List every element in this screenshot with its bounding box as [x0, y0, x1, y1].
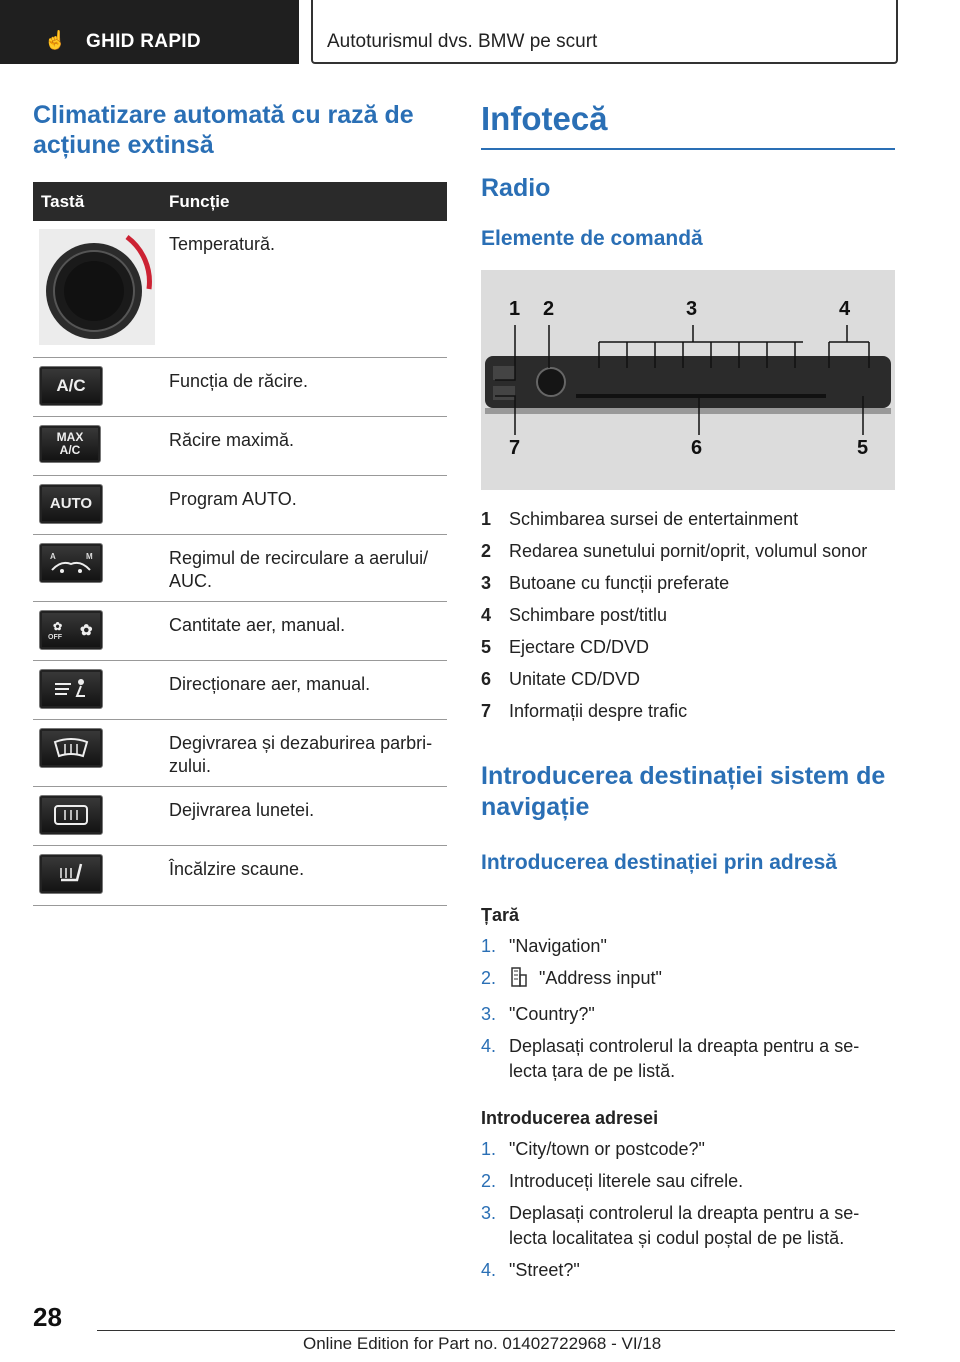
table-row: [33, 719, 447, 786]
controls-legend: [481, 503, 895, 1290]
table-row: [33, 475, 447, 534]
row-text: Regimul de recirculare a aerului/ AUC.: [162, 534, 447, 601]
list-item: 5 Ejectare CD/DVD: [481, 637, 650, 657]
chapter-header: [311, 0, 898, 64]
table-row: [33, 416, 447, 475]
list-item: 6 Unitate CD/DVD: [481, 669, 641, 689]
radio-controls-figure: [481, 270, 895, 490]
chapter-title: Autoturismul dvs. BMW pe scurt: [327, 31, 598, 52]
row-text: Funcția de răcire.: [162, 357, 447, 416]
seat-heating-icon: [39, 854, 103, 894]
row-text: Direcționare aer, manual.: [162, 660, 447, 719]
footer-divider: [97, 1330, 895, 1331]
table-row: [33, 534, 447, 601]
tap-hand-icon: ☝: [44, 30, 67, 50]
climate-function-table: [33, 182, 447, 906]
fan-icon: [39, 610, 103, 650]
row-text: Cantitate aer, manual.: [162, 601, 447, 660]
address-input-icon: [509, 966, 539, 995]
table-row: [33, 601, 447, 660]
callout-1: 1: [509, 298, 521, 320]
list-item: 3. Deplasați controlerul la dreapta pentru a se- lecta localitatea și codul poștal de pe listă.: [481, 1203, 860, 1248]
svg-text:OFF: OFF: [48, 633, 62, 641]
list-item: 7 Informații despre trafic: [481, 701, 688, 721]
navigation-title: Introducerea destinației sistem de navigație: [481, 762, 886, 821]
list-item: 4. "Street?": [481, 1260, 580, 1280]
table-header-row: [33, 182, 447, 221]
svg-text:M: M: [86, 551, 93, 561]
list-item: 2. Introduceți literele sau cifrele.: [481, 1171, 744, 1191]
table-row: [33, 845, 447, 905]
air-direction-icon: [39, 669, 103, 709]
list-item: 2 Redarea sunetului pornit/oprit, volumul sonor: [481, 541, 868, 561]
list-item: 2. "Address input": [481, 966, 895, 995]
recirculation-icon: [39, 543, 103, 583]
callout-4: 4: [839, 298, 851, 320]
table-row: [33, 221, 447, 357]
callout-7: 7: [509, 437, 521, 459]
callout-6: 6: [691, 437, 703, 459]
callout-2: 2: [543, 298, 555, 320]
list-item: 3. "Country?": [481, 1004, 595, 1024]
table-row: [33, 357, 447, 416]
svg-text:A: A: [50, 551, 56, 561]
infotainment-section: [481, 100, 895, 251]
list-item: 1 Schimbarea sursei de entertainment: [481, 509, 799, 529]
svg-text:✿: ✿: [80, 621, 93, 639]
edition-text: Online Edition for Part no. 01402722968 - VI/18: [303, 1334, 662, 1353]
infotainment-title: Infotecă: [481, 100, 895, 150]
rear-defrost-icon: [39, 795, 103, 835]
quick-guide-tab: [0, 0, 299, 64]
callout-3: 3: [686, 298, 698, 320]
climate-section: [33, 100, 447, 160]
windshield-defrost-icon: [39, 728, 103, 768]
ac-button-icon: A/C: [39, 366, 103, 406]
row-text: Degivrarea și dezaburirea parbri- zului.: [162, 719, 447, 786]
svg-text:✿: ✿: [53, 620, 63, 633]
col-function-header: Funcție: [162, 182, 447, 221]
radio-title: Radio: [481, 174, 551, 202]
max-ac-button-icon: MAX A/C: [39, 425, 101, 463]
row-text: Încălzire scaune.: [162, 845, 447, 905]
auto-button-icon: AUTO: [39, 484, 103, 524]
list-item: 1. "City/town or postcode?": [481, 1139, 705, 1159]
quick-guide-title: GHID RAPID: [86, 31, 201, 52]
page-number: 28: [33, 1302, 62, 1332]
table-row: [33, 660, 447, 719]
callout-5: 5: [857, 437, 869, 459]
row-text: Dejivrarea lunetei.: [162, 786, 447, 845]
controls-title: Elemente de comandă: [481, 227, 703, 250]
list-item: 4. Deplasați controlerul la dreapta pentru a se- lecta țara de pe listă.: [481, 1036, 860, 1081]
list-item: 3 Butoane cu funcții preferate: [481, 573, 730, 593]
country-label: Țară: [481, 905, 520, 925]
row-text: Temperatură.: [162, 221, 447, 357]
row-text: Răcire maximă.: [162, 416, 447, 475]
list-item: 4 Schimbare post/titlu: [481, 605, 668, 625]
table-row: [33, 786, 447, 845]
address-label: Introducerea adresei: [481, 1108, 659, 1128]
row-text: Program AUTO.: [162, 475, 447, 534]
temperature-knob-icon: [39, 229, 155, 345]
list-item: 1. "Navigation": [481, 936, 607, 956]
col-key-header: Tastă: [33, 182, 162, 221]
climate-title: Climatizare automată cu rază de acțiune extinsă: [33, 101, 414, 159]
address-title: Introducerea destinației prin adresă: [481, 851, 837, 874]
